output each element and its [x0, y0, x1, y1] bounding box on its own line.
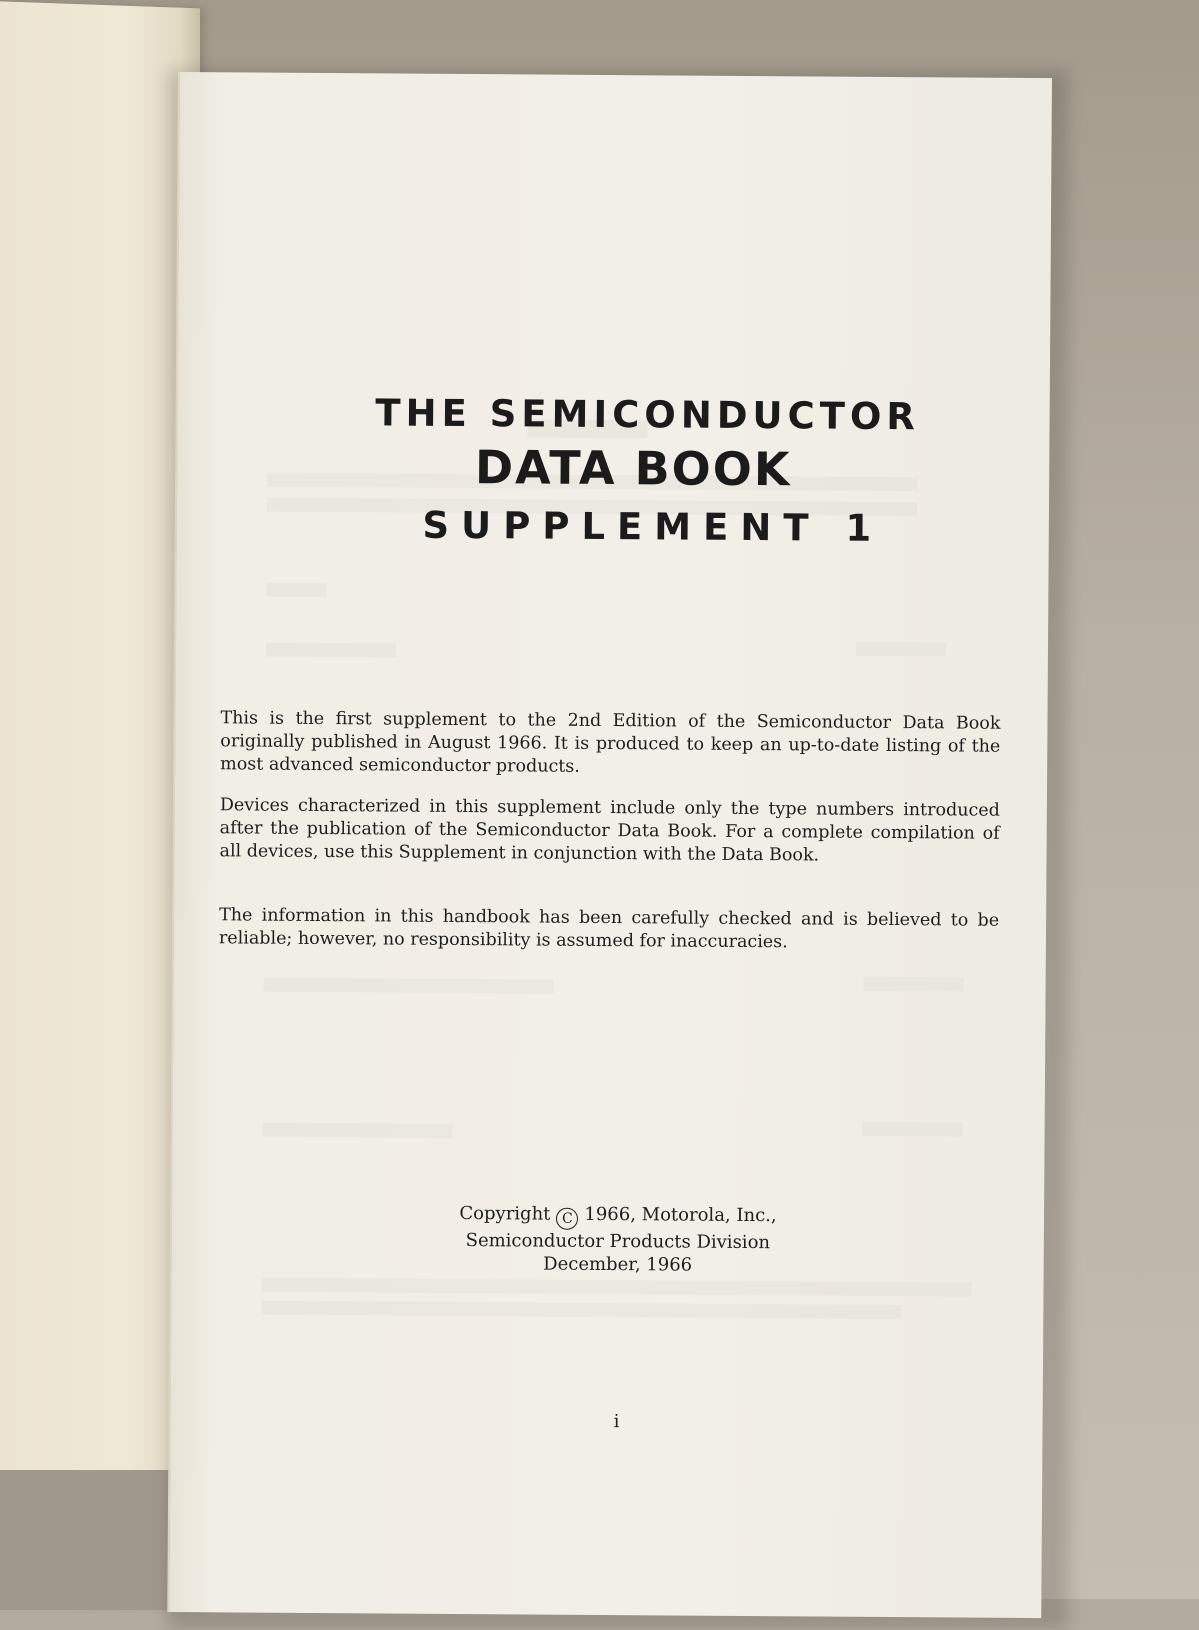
- document-page: [167, 72, 1052, 1618]
- copyright-label: Copyright: [459, 1202, 551, 1225]
- title-line-1: THE SEMICONDUCTOR: [375, 391, 921, 439]
- copyright-division: Semiconductor Products Division: [465, 1230, 771, 1254]
- show-through-bar: [266, 643, 396, 658]
- devices-paragraph: Devices characterized in this supplement include only the type numbers introduced after the publication of the Semiconductor Data Book. For a complete compilation of all devices, use this Supplement in conjunction with the Data Book.: [219, 795, 1000, 866]
- show-through-bar: [856, 642, 946, 657]
- copyright-symbol-icon: C: [556, 1208, 578, 1230]
- disclaimer-paragraph: The information in this handbook has been carefully checked and is believed to be reliable; however, no responsibility is assumed for inaccuracies.: [218, 905, 1000, 953]
- title-line-2: DATA BOOK: [474, 440, 792, 497]
- copyright-year-company: 1966, Motorola, Inc.,: [584, 1203, 777, 1227]
- show-through-bar: [264, 978, 554, 994]
- show-through-bar: [261, 1278, 971, 1297]
- intro-paragraph: This is the first supplement to the 2nd Edition of the Semiconductor Data Book originally published in August 1966. It is produced to keep an up-to-date listing of the most advanced semiconductor products.: [220, 708, 1001, 777]
- show-through-bar: [864, 977, 964, 992]
- copyright-block: [172, 1200, 1054, 1279]
- show-through-bar: [863, 1122, 963, 1137]
- page-number: i: [613, 1411, 620, 1433]
- show-through-bar: [261, 1301, 901, 1319]
- show-through-bar: [266, 583, 326, 597]
- show-through-bar: [263, 1123, 453, 1138]
- title-line-3: SUPPLEMENT 1: [422, 503, 884, 550]
- copyright-date: December, 1966: [543, 1253, 693, 1276]
